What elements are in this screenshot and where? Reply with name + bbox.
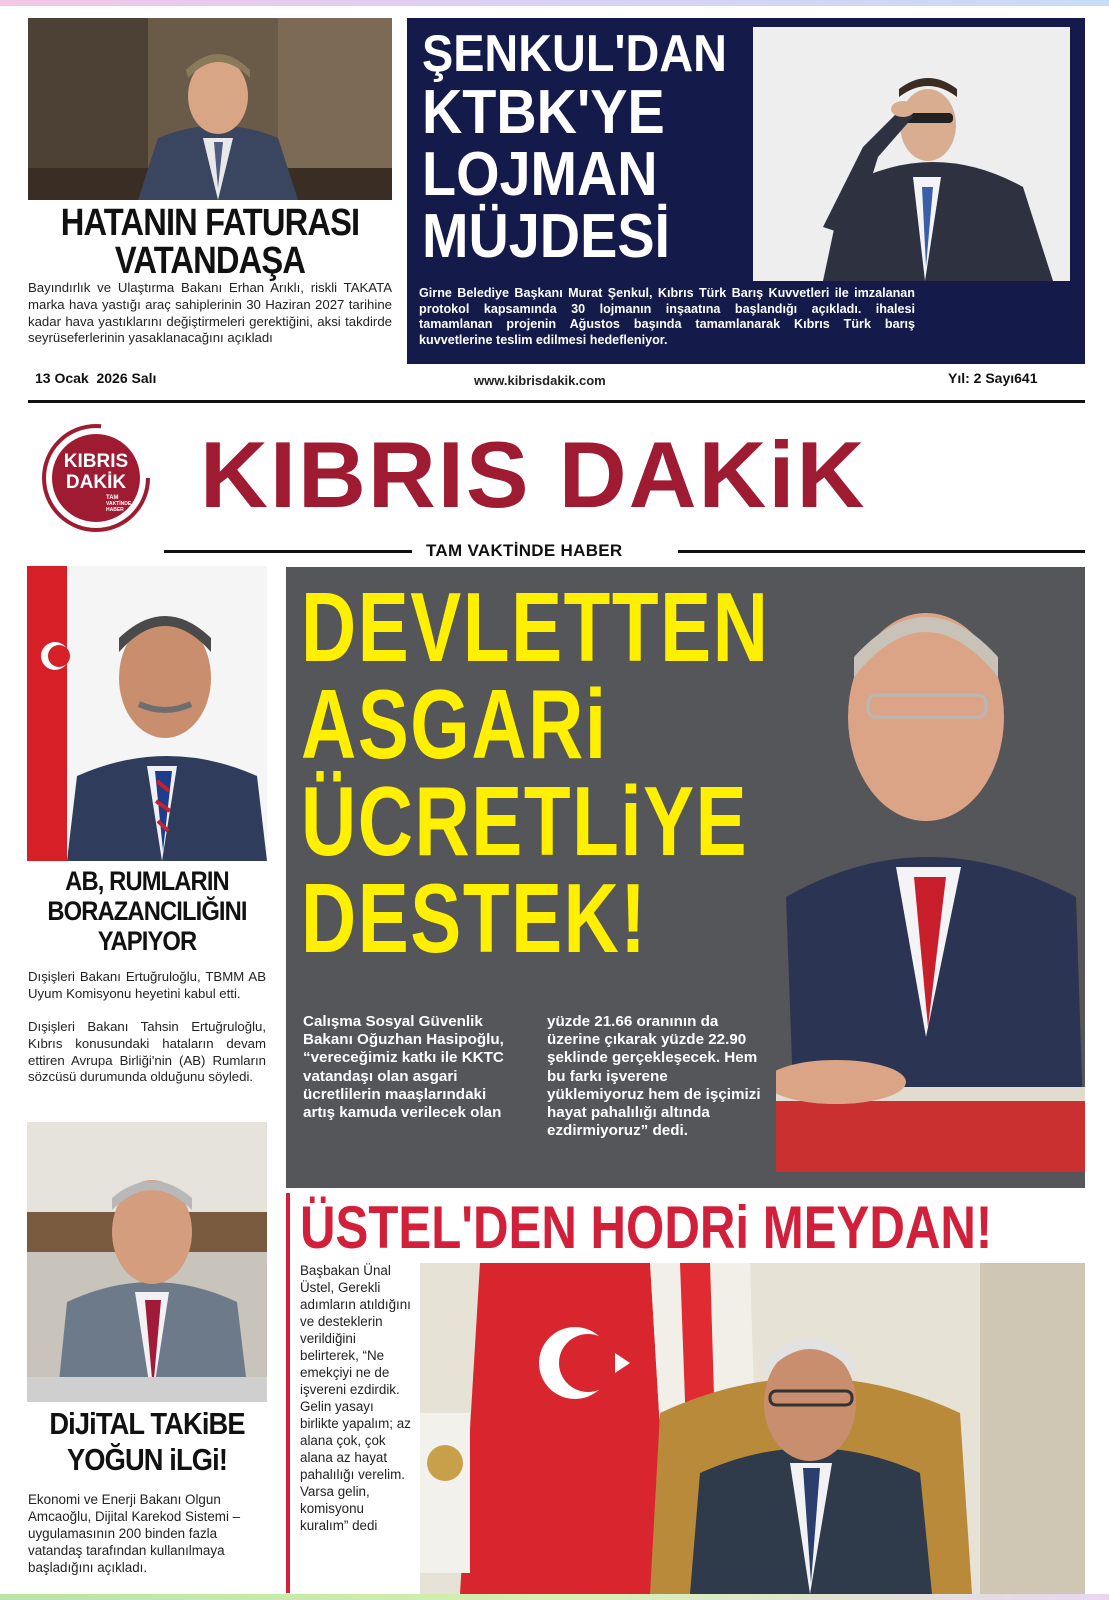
masthead-title: KIBRIS DAKiK xyxy=(200,422,867,527)
ustel-body: Başbakan Ünal Üstel, Gerekli adımların atıldığını ve desteklerin verildiğini belirterek, “Ne emekçiyi ne de işvereni ezdirdik. Gelin yasayı birlikte yapalım; az alana çok, çok alana az hayat pahalılığı verelim. Varsa gelin, komisyonu kuralım” dedi xyxy=(300,1263,411,1534)
headline-line: HATANIN FATURASI xyxy=(60,202,360,244)
headline-line: ASGARi xyxy=(301,669,608,779)
headline-line: DiJiTAL TAKiBE xyxy=(49,1406,245,1441)
headline-line: KTBK'YE xyxy=(422,78,665,147)
ustel-red-bar xyxy=(286,1193,290,1593)
headline-line: YOĞUN iLGi! xyxy=(66,1442,228,1477)
headline-line: YAPIYOR xyxy=(97,926,197,956)
headline-line: MÜJDESİ xyxy=(422,202,671,271)
headline-line: ÜCRETLiYE xyxy=(301,766,749,876)
bottom-color-stripe xyxy=(0,1594,1109,1600)
arikli-photo xyxy=(28,18,392,200)
logo-small-line2: VAKTİNDE xyxy=(106,501,132,507)
headline-line: AB, RUMLARIN xyxy=(65,866,229,896)
amcaoglu-photo xyxy=(27,1122,267,1402)
top-left-headline xyxy=(53,204,366,280)
slogan-rule-right xyxy=(678,550,1085,553)
ustel-headline: ÜSTEL'DEN HODRi MEYDAN! xyxy=(300,1194,993,1261)
masthead-logo xyxy=(40,422,152,534)
ertugruloglu-photo xyxy=(27,566,267,861)
dijital-body: Ekonomi ve Enerji Bakanı Olgun Amcaoğlu, Dijital Karekod Sistemi –uygulamasının 200 binden fazla vatandaş tarafından kullanılmaya başladığını açıkladı. xyxy=(28,1492,241,1576)
logo-text-line2: DAKİK xyxy=(65,472,127,493)
headline-line: BORAZANCILIĞINI xyxy=(47,896,247,926)
logo-text-line1: KIBRIS xyxy=(63,451,129,472)
issue-date: 13 Ocak 2026 Salı xyxy=(35,370,157,386)
slogan-rule-left xyxy=(164,550,412,553)
ustel-photo xyxy=(420,1263,1085,1594)
main-body-col2: yüzde 21.66 oranının da üzerine çıkarak yüzde 22.90 şeklinde gerçekleşecek. Hem bu farkı işverene yüklemiyoruz hem de işçimizi hayat pahalılığı altında ezdirmiyoruz” dedi. xyxy=(547,1013,761,1140)
senkul-photo xyxy=(753,27,1070,281)
main-body-col1: Calışma Sosyal Güvenlik Bakanı Oğuzhan Hasipoğlu, “vereceğimiz katkı ile KKTC vatandaşı olan asgari ücretlilerin maaşlarındaki artış kamuda verilecek olan xyxy=(303,1013,504,1122)
headline-line: VATANDAŞA xyxy=(114,240,306,282)
ab-body: Dışişleri Bakanı Tahsin Ertuğruloğlu, Kıbrıs konusundaki hataların devam ettiren Avrupa Birliği'nin (AB) Rumların sözcüsü durumunda olduğunu söyledi. xyxy=(28,1019,266,1085)
main-headline xyxy=(301,572,785,973)
senkul-headline xyxy=(422,25,728,271)
senkul-caption: Girne Belediye Başkanı Murat Şenkul, Kıbrıs Türk Barış Kuvvetleri ile imzalanan protokol kapsamında 30 lojmanın inşaatına başlandığı açıkladı. ihalesi tamamlanan projenin Ağustos başında tamamlanarak Kıbrıs Türk barış kuvvetlerine teslim edilmesi hedefleniyor. xyxy=(419,286,915,348)
logo-small-line3: HABER xyxy=(106,507,124,513)
website-link[interactable]: www.kibrisdakik.com xyxy=(474,373,606,388)
masthead-slogan: TAM VAKTİNDE HABER xyxy=(426,541,623,560)
logo-small-line1: TAM xyxy=(106,495,119,501)
top-color-stripe xyxy=(0,0,1109,6)
headline-line: LOJMAN xyxy=(422,140,658,209)
top-left-body: Bayındırlık ve Ulaştırma Bakanı Erhan Arıklı, riskli TAKATA marka hava yastığı araç sahiplerinin 30 Haziran 2027 tarihine kadar hava yastıklarını değiştirmeleri gerektiğini, aksi takdirde seyrüseferlerinin yasaklanacağını açıkladı xyxy=(28,280,392,346)
ab-body-intro: Dışişleri Bakanı Ertuğruloğlu, TBMM AB Uyum Komisyonu heyetini kabul etti. xyxy=(28,969,266,1001)
dijital-headline xyxy=(35,1408,259,1480)
headline-line: DESTEK! xyxy=(301,863,648,973)
hasipoglu-photo xyxy=(776,567,1085,1172)
headline-line: ŞENKUL'DAN xyxy=(422,25,727,83)
ab-headline xyxy=(35,868,259,958)
issue-number: Yıl: 2 Sayı641 xyxy=(948,370,1038,386)
masthead-top-rule xyxy=(28,400,1085,403)
headline-line: DEVLETTEN xyxy=(301,572,770,682)
